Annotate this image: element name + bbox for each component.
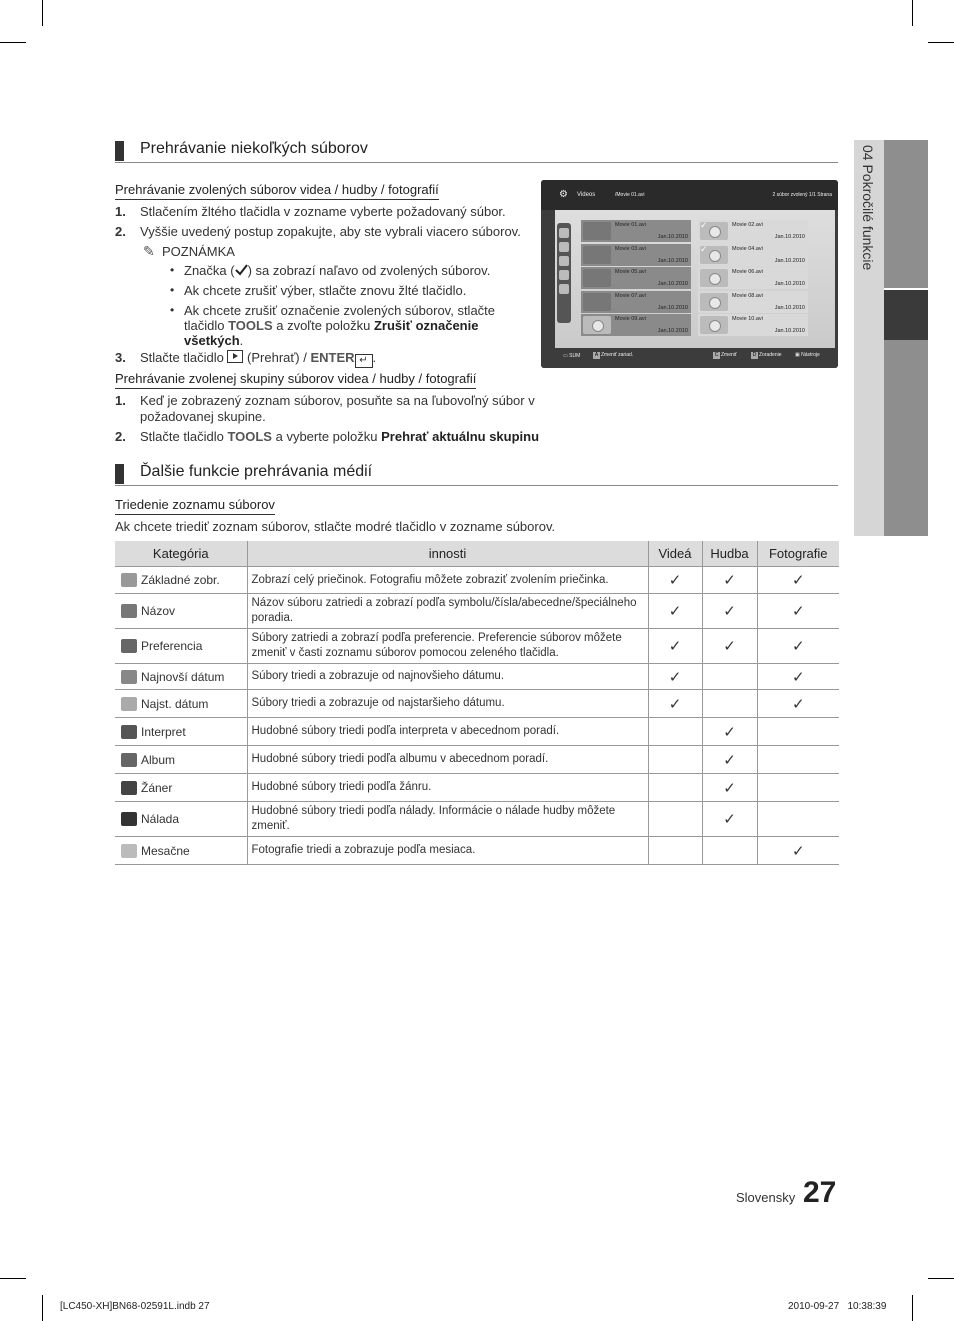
check-cell: ✓ <box>702 746 757 774</box>
file-item <box>698 267 808 289</box>
category-cell <box>115 837 247 865</box>
calendar-icon <box>559 256 569 266</box>
step-text: Keď je zobrazený zoznam súborov, posuňte sa na ľubovoľný súbor v <box>140 393 535 408</box>
check-cell <box>702 690 757 718</box>
check-cell: ✓ <box>757 837 839 865</box>
table-header-row <box>115 541 839 567</box>
note-label: POZNÁMKA <box>161 244 235 259</box>
file-name: Movie 03.avi <box>615 245 646 252</box>
check-cell: ✓ <box>702 594 757 629</box>
file-item <box>581 220 691 242</box>
check-cell: ✓ <box>648 690 702 718</box>
table-row <box>115 774 839 802</box>
category-label: Preferencia <box>141 639 203 653</box>
table-row <box>115 690 839 718</box>
check-cell <box>757 746 839 774</box>
description-cell: Hudobné súbory triedi podľa albumu v abecednom poradí. <box>247 746 648 774</box>
table-row <box>115 746 839 774</box>
description-cell: Názov súboru zatriedi a zobrazí podľa symbolu/čísla/abecedne/špeciálneho poradia. <box>247 594 648 629</box>
file-name: Movie 09.avi <box>615 316 646 322</box>
check-cell <box>757 802 839 837</box>
file-name: Movie 07.avi <box>615 292 646 299</box>
media-play-screenshot <box>541 180 838 368</box>
play-button-icon <box>227 350 243 363</box>
category-label: Album <box>141 752 176 767</box>
step-text: Vyššie uvedený postup zopakujte, aby ste vybrali viacero súborov. <box>140 224 521 239</box>
file-name: Movie 08.avi <box>732 292 763 299</box>
description-cell: Fotografie triedi a zobrazuje podľa mesiaca. <box>247 837 648 865</box>
category-cell <box>115 594 247 629</box>
check-cell: ✓ <box>757 629 839 664</box>
category-label: Interpret <box>141 724 186 739</box>
section-marker <box>115 464 124 484</box>
calendar-icon <box>559 270 569 280</box>
description-cell: Zobrazí celý priečinok. Fotografiu môžete zobraziť zvolením priečinka. <box>247 567 648 594</box>
mood-icon <box>121 812 137 826</box>
side-tab-active-block <box>884 290 928 340</box>
change-hint: C Zmeniť <box>714 352 737 358</box>
category-label: Mesačne <box>141 843 190 858</box>
check-cell: ✓ <box>702 802 757 837</box>
file-item <box>581 314 691 336</box>
note-item: tlačidlo TOOLS a zvoľte položku Zrušiť označenie <box>184 318 479 333</box>
check-cell <box>648 718 702 746</box>
page-number: 27 <box>803 1176 837 1209</box>
chapter-label: 04 Pokročilé funkcie <box>860 145 876 271</box>
print-file-info: [LC450-XH]BN68-02591L.indb 27 <box>60 1301 210 1312</box>
print-timestamp: 2010-09-27 10:38:39 <box>788 1301 887 1312</box>
crop-mark <box>928 42 954 43</box>
title-icon <box>121 604 137 618</box>
subsection-heading: Prehrávanie zvolených súborov videa / hudby / fotografií <box>115 182 439 200</box>
category-cell <box>115 664 247 690</box>
description-cell: Súbory triedi a zobrazuje od najstaršieho dátumu. <box>247 690 648 718</box>
check-cell: ✓ <box>648 594 702 629</box>
sort-hint: D Zoradenie <box>752 352 782 358</box>
check-cell <box>702 664 757 690</box>
file-date: Jan.10.2010 <box>657 281 688 287</box>
film-reel-icon <box>700 269 728 287</box>
table-row <box>115 837 839 865</box>
category-cell <box>115 746 247 774</box>
category-label: Názov <box>141 604 176 618</box>
step-number: 2. <box>115 429 126 444</box>
category-cell <box>115 690 247 718</box>
file-name: Movie 06.avi <box>732 269 763 275</box>
subsection-heading: Triedenie zoznamu súborov <box>115 497 275 515</box>
note-item: všetkých. <box>184 333 244 348</box>
column-header: Kategória <box>115 541 247 567</box>
check-cell: ✓ <box>757 567 839 594</box>
table-row <box>115 594 839 629</box>
check-mark-icon <box>235 264 248 276</box>
category-label: Základné zobr. <box>141 573 220 587</box>
category-label: Žáner <box>141 780 173 795</box>
side-tab-block <box>884 340 928 536</box>
column-header: Fotografie <box>757 541 839 567</box>
check-cell: ✓ <box>702 567 757 594</box>
film-reel-icon <box>700 293 728 311</box>
artist-icon <box>121 725 137 739</box>
check-mark-icon: ✓ <box>700 243 708 254</box>
table-row <box>115 567 839 594</box>
check-cell: ✓ <box>648 664 702 690</box>
note-heading <box>143 243 235 260</box>
section-title-text: Ďalšie funkcie prehrávania médií <box>140 463 373 480</box>
bullet: • <box>170 303 175 317</box>
title-icon <box>559 242 569 252</box>
star-icon <box>121 639 137 653</box>
tools-hint: ▣ Nástroje <box>795 352 820 358</box>
file-item <box>698 244 808 266</box>
file-item <box>698 291 808 313</box>
check-cell: ✓ <box>757 594 839 629</box>
check-cell <box>648 837 702 865</box>
description-cell: Hudobné súbory triedi podľa nálady. Informácie o nálade hudby môžete zmeniť. <box>247 802 648 837</box>
step-number: 1. <box>115 204 126 219</box>
sort-category-table <box>115 541 839 865</box>
step-number: 3. <box>115 350 126 365</box>
category-cell <box>115 629 247 664</box>
column-header: Videá <box>648 541 702 567</box>
month-calendar-icon <box>121 844 137 858</box>
check-cell <box>702 837 757 865</box>
screenshot-title: Videos <box>577 192 596 198</box>
folder-icon <box>121 573 137 587</box>
file-name: Movie 05.avi <box>615 269 646 275</box>
file-date: Jan.10.2010 <box>657 257 688 264</box>
file-name: Movie 10.avi <box>732 316 763 322</box>
screenshot-status: 2 súbor zvolený 1/1 Strana <box>772 192 832 198</box>
table-row <box>115 718 839 746</box>
thumbnail <box>583 222 611 240</box>
file-date: Jan.10.2010 <box>657 234 688 240</box>
file-date: Jan.10.2010 <box>774 257 805 264</box>
file-date: Jan.10.2010 <box>774 304 805 311</box>
note-pencil-icon: ✎ <box>143 243 155 259</box>
table-row <box>115 664 839 690</box>
description-cell: Hudobné súbory triedi podľa žánru. <box>247 774 648 802</box>
section-title <box>115 463 838 486</box>
note-item: Ak chcete zrušiť výber, stlačte znovu žlté tlačidlo. <box>184 283 467 298</box>
calendar-old-icon <box>121 697 137 711</box>
film-reel-icon <box>583 316 611 334</box>
file-date: Jan.10.2010 <box>774 234 805 240</box>
star-icon <box>559 284 569 294</box>
file-item <box>581 291 691 313</box>
file-date: Jan.10.2010 <box>657 304 688 311</box>
check-cell <box>648 802 702 837</box>
category-label: Najst. dátum <box>141 696 209 711</box>
check-cell: ✓ <box>757 664 839 690</box>
check-cell: ✓ <box>648 567 702 594</box>
check-cell <box>648 774 702 802</box>
thumbnail <box>583 269 611 287</box>
category-label: Nálada <box>141 812 180 826</box>
check-cell <box>648 746 702 774</box>
file-item <box>581 244 691 266</box>
check-cell <box>757 718 839 746</box>
check-cell: ✓ <box>702 718 757 746</box>
file-name: Movie 02.avi <box>732 222 763 228</box>
section-marker <box>115 141 124 161</box>
note-item: Značka ( ) sa zobrazí naľavo od zvolených súborov. <box>184 263 491 278</box>
category-cell <box>115 567 247 594</box>
step-number: 1. <box>115 393 126 408</box>
enter-key-icon: ↵ <box>355 354 373 368</box>
calendar-new-icon <box>121 670 137 684</box>
category-cell <box>115 718 247 746</box>
crop-mark <box>42 1295 43 1321</box>
check-mark-icon: ✓ <box>700 220 708 230</box>
device-label: ▭ SUM <box>563 353 581 359</box>
bullet: • <box>170 263 175 277</box>
side-tab-block <box>884 140 928 288</box>
file-date: Jan.10.2010 <box>774 328 805 334</box>
intro-text: Ak chcete triediť zoznam súborov, stlačte modré tlačidlo v zozname súborov. <box>115 519 556 534</box>
check-cell: ✓ <box>702 774 757 802</box>
step-text: Stlačte tlačidlo TOOLS a vyberte položku Prehrať aktuálnu skupinu <box>140 429 540 444</box>
film-reel-icon <box>700 316 728 334</box>
crop-mark <box>0 42 26 43</box>
table-row <box>115 802 839 837</box>
crop-mark <box>912 0 913 26</box>
folder-icon <box>559 228 569 238</box>
genre-icon <box>121 781 137 795</box>
step-number: 2. <box>115 224 126 239</box>
step-text: požadovanej skupine. <box>140 409 266 424</box>
check-cell: ✓ <box>648 629 702 664</box>
crop-mark <box>0 1278 26 1279</box>
footer-language: Slovensky <box>736 1190 796 1205</box>
column-header: Hudba <box>702 541 757 567</box>
category-cell <box>115 802 247 837</box>
album-icon <box>121 753 137 767</box>
film-reel-icon: ⚙ <box>559 189 568 200</box>
section-title <box>115 140 838 163</box>
file-name: Movie 04.avi <box>732 245 763 252</box>
crop-mark <box>912 1295 913 1321</box>
category-cell <box>115 774 247 802</box>
change-device-hint: A Zmeniť zariad. <box>594 352 634 358</box>
step-text: Stlačením žltého tlačidla v zozname vyberte požadovaný súbor. <box>140 204 506 219</box>
crop-mark <box>42 0 43 26</box>
file-date: Jan.10.2010 <box>657 328 688 334</box>
crop-mark <box>928 1278 954 1279</box>
check-cell: ✓ <box>757 690 839 718</box>
subsection-heading: Prehrávanie zvolenej skupiny súborov videa / hudby / fotografií <box>115 371 476 389</box>
file-name: Movie 01.avi <box>615 222 646 228</box>
column-header: innosti <box>247 541 648 567</box>
thumbnail <box>583 246 611 264</box>
table-row <box>115 629 839 664</box>
file-item <box>698 314 808 336</box>
screenshot-path: /Movie 01.avi <box>615 192 645 198</box>
file-item <box>698 220 808 242</box>
description-cell: Hudobné súbory triedi podľa interpreta v abecednom poradí. <box>247 718 648 746</box>
note-item: Ak chcete zrušiť označenie zvolených súborov, stlačte <box>184 303 496 318</box>
description-cell: Súbory triedi a zobrazuje od najnovšieho dátumu. <box>247 664 648 690</box>
screenshot-footer <box>541 348 838 368</box>
category-label: Najnovší dátum <box>141 669 225 684</box>
step-text: Stlačte tlačidlo (Prehrať) / ENTER ↵ . <box>140 350 377 366</box>
check-cell <box>757 774 839 802</box>
description-cell: Súbory zatriedi a zobrazí podľa preferencie. Preferencie súborov môžete zmeniť v časti zoznamu súborov pomocou zeleného tlačidla. <box>247 629 648 664</box>
thumbnail <box>583 293 611 311</box>
file-date: Jan.10.2010 <box>774 281 805 287</box>
section-title-text: Prehrávanie niekoľkých súborov <box>140 140 368 157</box>
bullet: • <box>170 283 175 297</box>
check-cell: ✓ <box>702 629 757 664</box>
file-item <box>581 267 691 289</box>
